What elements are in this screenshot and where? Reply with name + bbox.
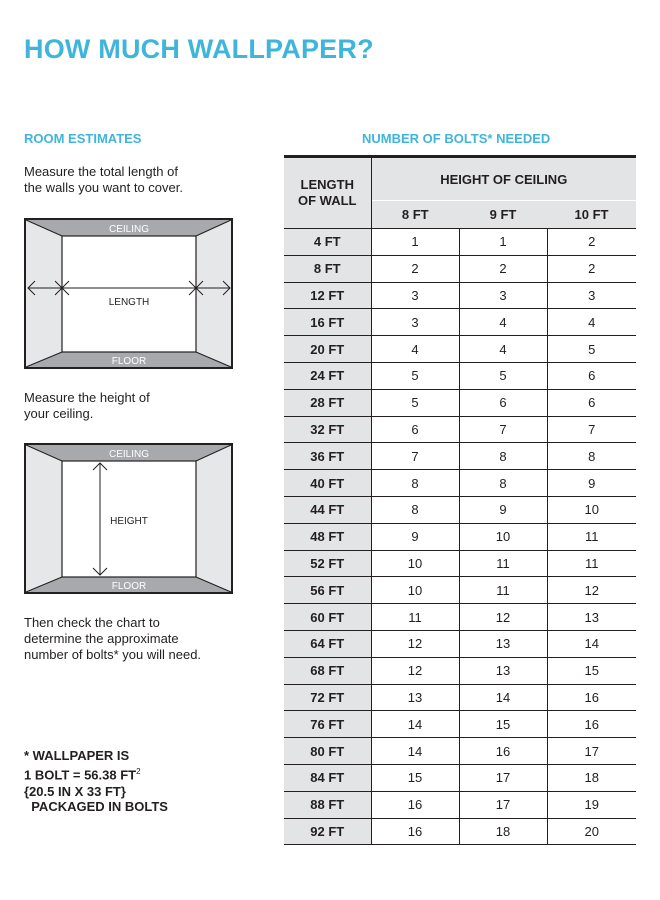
bolt-count-cell: 5 (371, 389, 459, 416)
bolt-count-cell: 1 (371, 229, 459, 256)
bolt-count-cell: 17 (459, 791, 547, 818)
step3-text: Then check the chart to determine the approximate number of bolts* you will need. (24, 615, 202, 662)
bolt-count-cell: 2 (371, 255, 459, 282)
wall-length-cell: 72 FT (284, 684, 371, 711)
bolt-count-cell: 6 (371, 416, 459, 443)
bolt-count-cell: 15 (371, 764, 459, 791)
bolt-count-cell: 16 (459, 738, 547, 765)
table-row (284, 229, 636, 256)
height-10ft-header: 10 FT (547, 201, 636, 229)
bolt-count-cell: 11 (547, 550, 636, 577)
bolt-count-cell: 14 (547, 630, 636, 657)
height-8ft-header: 8 FT (371, 201, 459, 229)
height-of-ceiling-header: HEIGHT OF CEILING (371, 157, 636, 201)
wall-length-cell: 32 FT (284, 416, 371, 443)
table-row (284, 362, 636, 389)
bolt-count-cell: 5 (371, 362, 459, 389)
bolt-count-cell: 11 (371, 604, 459, 631)
bolt-count-cell: 11 (459, 550, 547, 577)
bolt-count-cell: 13 (371, 684, 459, 711)
bolt-count-cell: 13 (547, 604, 636, 631)
bolt-count-cell: 7 (371, 443, 459, 470)
bolt-count-cell: 3 (547, 282, 636, 309)
wall-length-cell: 28 FT (284, 389, 371, 416)
wall-length-cell: 60 FT (284, 604, 371, 631)
bolt-count-cell: 3 (371, 282, 459, 309)
wall-length-cell: 56 FT (284, 577, 371, 604)
bolt-count-cell: 8 (371, 496, 459, 523)
wall-length-cell: 92 FT (284, 818, 371, 845)
wall-length-cell: 12 FT (284, 282, 371, 309)
table-row (284, 443, 636, 470)
bolt-dimensions: {20.5 IN X 33 FT} (24, 784, 126, 800)
bolt-count-cell: 7 (459, 416, 547, 443)
wall-length-cell: 88 FT (284, 791, 371, 818)
wall-length-cell: 80 FT (284, 738, 371, 765)
room-estimates-heading: ROOM ESTIMATES (24, 131, 142, 146)
table-row (284, 309, 636, 336)
table-row (284, 282, 636, 309)
bolt-count-cell: 14 (371, 711, 459, 738)
height-label: HEIGHT (110, 516, 148, 527)
bolt-count-cell: 1 (459, 229, 547, 256)
bolt-count-cell: 18 (459, 818, 547, 845)
bolt-count-cell: 11 (459, 577, 547, 604)
table-row (284, 657, 636, 684)
bolt-count-cell: 12 (547, 577, 636, 604)
table-row (284, 818, 636, 845)
bolt-count-cell: 11 (547, 523, 636, 550)
room-length-illustration (24, 218, 234, 370)
table-body (284, 229, 636, 845)
bolt-count-cell: 4 (547, 309, 636, 336)
table-row (284, 604, 636, 631)
wall-length-cell: 76 FT (284, 711, 371, 738)
bolt-count-cell: 14 (459, 684, 547, 711)
wall-length-cell: 16 FT (284, 309, 371, 336)
bolt-count-cell: 15 (547, 657, 636, 684)
bolt-count-cell: 9 (371, 523, 459, 550)
bolt-count-cell: 4 (459, 309, 547, 336)
bolt-count-cell: 9 (547, 470, 636, 497)
bolt-count-cell: 10 (547, 496, 636, 523)
floor-label: FLOOR (111, 581, 147, 592)
table-row (284, 470, 636, 497)
wall-length-cell: 48 FT (284, 523, 371, 550)
length-diagram (24, 218, 234, 370)
bolt-count-cell: 2 (547, 229, 636, 256)
bolt-count-cell: 13 (459, 630, 547, 657)
table-row (284, 764, 636, 791)
wall-length-cell: 36 FT (284, 443, 371, 470)
table-row (284, 791, 636, 818)
wall-length-cell: 64 FT (284, 630, 371, 657)
bolt-count-cell: 16 (547, 711, 636, 738)
height-diagram (24, 443, 234, 595)
table-row (284, 523, 636, 550)
page-title: HOW MUCH WALLPAPER? (24, 34, 374, 64)
wall-length-cell: 44 FT (284, 496, 371, 523)
table-header-row (284, 157, 636, 201)
table-row (284, 630, 636, 657)
bolt-count-cell: 12 (371, 657, 459, 684)
wall-length-cell: 4 FT (284, 229, 371, 256)
wall-length-cell: 68 FT (284, 657, 371, 684)
bolt-count-cell: 16 (547, 684, 636, 711)
bolt-count-cell: 9 (459, 496, 547, 523)
bolt-count-cell: 2 (547, 255, 636, 282)
wall-length-cell: 8 FT (284, 255, 371, 282)
height-9ft-header: 9 FT (459, 201, 547, 229)
table-row (284, 711, 636, 738)
bolts-needed-heading: NUMBER OF BOLTS* NEEDED (362, 131, 551, 146)
bolt-count-cell: 12 (371, 630, 459, 657)
bolt-count-cell: 10 (459, 523, 547, 550)
bolt-count-cell: 13 (459, 657, 547, 684)
wall-length-cell: 20 FT (284, 336, 371, 363)
table-row (284, 550, 636, 577)
bolt-count-cell: 6 (459, 389, 547, 416)
step1-text: Measure the total length of the walls you want to cover. (24, 164, 183, 195)
table-row (284, 738, 636, 765)
length-label: LENGTH (108, 297, 150, 308)
bolt-count-cell: 10 (371, 577, 459, 604)
bolt-size-note (24, 763, 141, 800)
bolt-count-cell: 19 (547, 791, 636, 818)
bolt-footnote: * WALLPAPER IS PACKAGED IN BOLTS (24, 748, 168, 814)
bolt-count-cell: 6 (547, 389, 636, 416)
bolt-count-cell: 8 (371, 470, 459, 497)
step2-text: Measure the height of your ceiling. (24, 390, 150, 421)
table-row (284, 496, 636, 523)
bolt-count-cell: 17 (547, 738, 636, 765)
bolt-count-cell: 14 (371, 738, 459, 765)
bolt-count-cell: 10 (371, 550, 459, 577)
bolt-count-cell: 3 (459, 282, 547, 309)
bolt-count-cell: 4 (459, 336, 547, 363)
length-of-wall-header: LENGTH OF WALL (284, 157, 371, 229)
bolt-count-cell: 5 (547, 336, 636, 363)
bolt-count-cell: 2 (459, 255, 547, 282)
ceiling-label: CEILING (108, 449, 150, 460)
bolt-size: 1 BOLT = 56.38 $FT^2$ (24, 767, 141, 783)
bolt-count-cell: 3 (371, 309, 459, 336)
table-row (284, 389, 636, 416)
bolt-count-cell: 6 (547, 362, 636, 389)
table-row (284, 255, 636, 282)
bolts-table (284, 155, 636, 845)
bolt-count-cell: 8 (547, 443, 636, 470)
bolt-count-cell: 7 (547, 416, 636, 443)
table-row (284, 336, 636, 363)
table-row (284, 577, 636, 604)
wall-length-cell: 24 FT (284, 362, 371, 389)
floor-label: FLOOR (111, 356, 147, 367)
wall-length-cell: 84 FT (284, 764, 371, 791)
bolt-count-cell: 20 (547, 818, 636, 845)
table-row (284, 416, 636, 443)
wall-length-cell: 40 FT (284, 470, 371, 497)
bolt-count-cell: 8 (459, 470, 547, 497)
bolt-count-cell: 5 (459, 362, 547, 389)
ceiling-label: CEILING (108, 224, 150, 235)
bolt-count-cell: 15 (459, 711, 547, 738)
room-height-illustration (24, 443, 234, 595)
bolt-count-cell: 4 (371, 336, 459, 363)
bolt-count-cell: 16 (371, 818, 459, 845)
bolt-count-cell: 8 (459, 443, 547, 470)
bolt-count-cell: 18 (547, 764, 636, 791)
bolt-count-cell: 17 (459, 764, 547, 791)
bolt-count-cell: 16 (371, 791, 459, 818)
bolt-count-cell: 12 (459, 604, 547, 631)
wall-length-cell: 52 FT (284, 550, 371, 577)
table-row (284, 684, 636, 711)
